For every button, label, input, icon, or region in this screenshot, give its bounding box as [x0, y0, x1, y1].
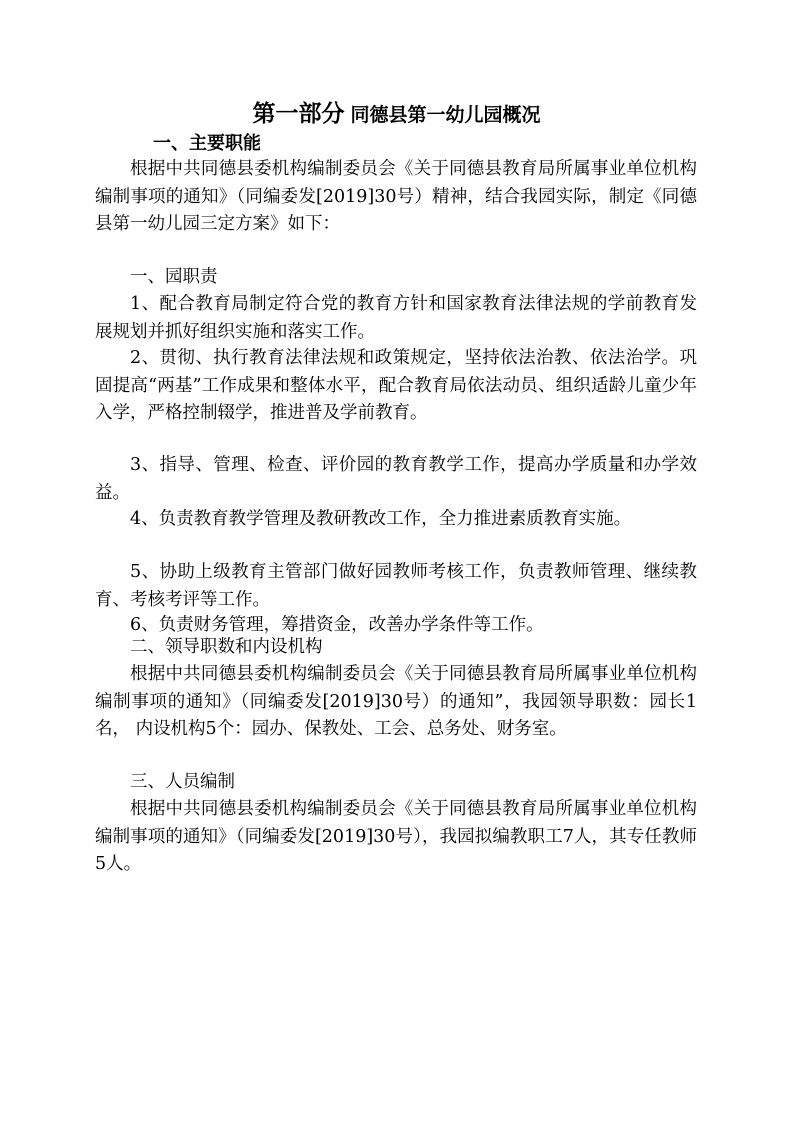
staffing-heading: 三、人员编制 — [130, 772, 235, 792]
title-name: 同德县第一幼儿园概况 — [350, 104, 541, 126]
duty-item-1: 1、配合教育局制定符合党的教育方针和国家教育法律法规的学前教育发展规划并抓好组织实施和落实工作。 — [95, 294, 697, 342]
duty-item-6: 6、负责财务管理，筹措资金，改善办学条件等工作。 — [130, 615, 544, 635]
intro-paragraph: 根据中共同德县委机构编制委员会《关于同德县教育局所属事业单位机构编制事项的通知》（同编委发[2019]30号）精神，结合我园实际，制定《同德县第一幼儿园三定方案》如下： — [95, 159, 697, 234]
title-part: 第一部分 — [252, 101, 345, 127]
page-title — [0, 97, 793, 133]
duty-item-4: 4、负责教育教学管理及教研教改工作，全力推进素质教育实施。 — [130, 509, 632, 529]
section-heading-main-functions: 一、主要职能 — [153, 133, 261, 154]
leadership-paragraph: 根据中共同德县委机构编制委员会《关于同德县教育局所属事业单位机构编制事项的通知》（同编委发[2019]30号）的通知”，我园领导职数：园长1名， 内设机构5个：园办、保教处、工会、总务处、财务室。 — [95, 664, 697, 739]
duty-item-5: 5、协助上级教育主管部门做好园教师考核工作，负责教师管理、继续教育、考核考评等工作。 — [95, 562, 697, 610]
duties-heading: 一、园职责 — [130, 267, 218, 287]
duty-item-3: 3、指导、管理、检查、评价园的教育教学工作，提高办学质量和办学效益。 — [95, 455, 697, 503]
duty-item-2: 2、贯彻、执行教育法律法规和政策规定，坚持依法治教、依法治学。巩固提高“两基”工作成果和整体水平，配合教育局依法动员、组织适龄儿童少年入学，严格控制辍学，推进普及学前教育。 — [95, 348, 697, 423]
staffing-paragraph: 根据中共同德县委机构编制委员会《关于同德县教育局所属事业单位机构编制事项的通知》（同编委发[2019]30号），我园拟编教职工7人，其专任教师5人。 — [95, 799, 697, 874]
leadership-heading: 二、领导职数和内设机构 — [130, 637, 323, 657]
